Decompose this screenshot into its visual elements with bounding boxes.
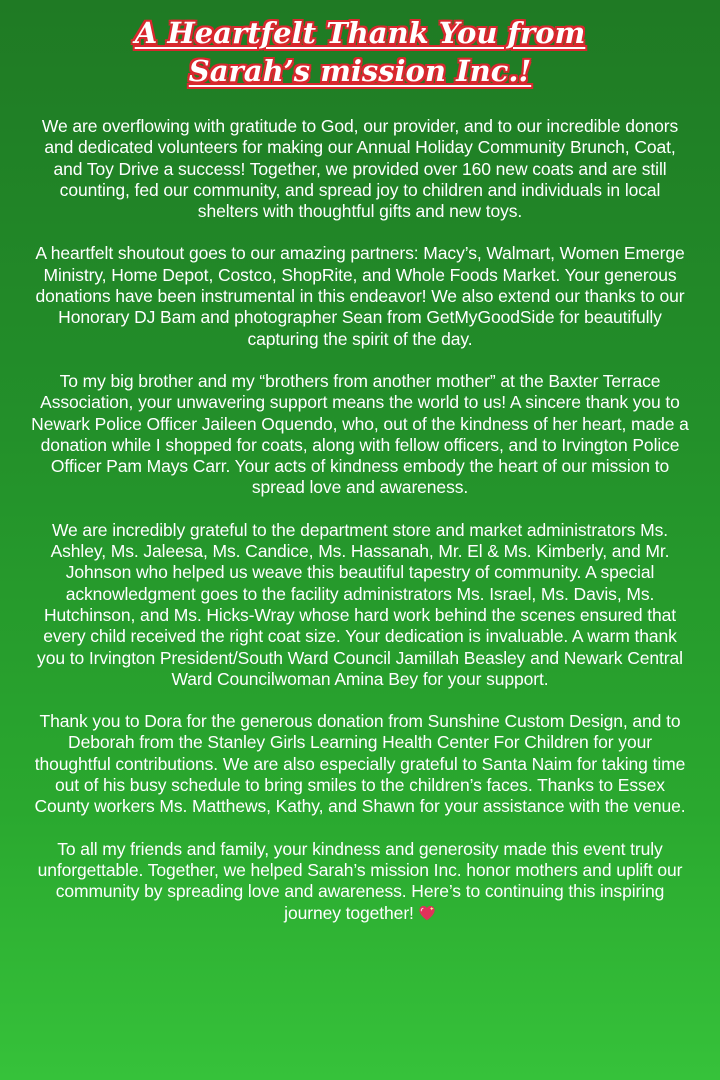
title-line-1: A Heartfelt Thank You from [134,16,586,50]
paragraph-closing [28,839,692,924]
paragraph-partners: A heartfelt shoutout goes to our amazing partners: Macy’s, Walmart, Women Emerge Ministry, Home Depot, Costco, ShopRite, and Whole Foods Market. Your generous donations have been instrumental in this endeavor! We also extend our thanks to our Honorary DJ Bam and photographer Sean from GetMyGoodSide for beautifully capturing the spirit of the day. [35,243,685,349]
paragraph-officers: To my big brother and my “brothers from another mother” at the Baxter Terrace Association, your unwavering support means the world to us! A sincere thank you to Newark Police Officer Jaileen Oquendo, who, out of the kindness of her heart, made a donation while I shopped for coats, along with fellow officers, and to Irvington Police Officer Pam Mays Carr. Your acts of kindness embody the heart of our mission to spread love and awareness. [31,370,689,498]
sparkling-heart-icon [418,905,436,921]
paragraph-contributors: Thank you to Dora for the generous donation from Sunshine Custom Design, and to Deborah from the Stanley Girls Learning Health Center For Children for your thoughtful contributions. We are also especially grateful to Santa Naim for taking time out of his busy schedule to bring smiles to the children’s faces. Thanks to Essex County workers Ms. Matthews, Kathy, and Shawn for your assistance with the venue. [34,711,686,817]
closing-text: To all my friends and family, your kindness and generosity made this event truly unforgettable. Together, we helped Sarah’s mission Inc. honor mothers and uplift our community by spreading love and awareness. Here’s to continuing this inspiring journey together! [37,838,683,923]
paragraph-administrators: We are incredibly grateful to the department store and market administrators Ms. Ashley, Ms. Jaleesa, Ms. Candice, Ms. Hassanah, Mr. El & Ms. Kimberly, and Mr. Johnson who helped us weave this beautiful tapestry of community. A special acknowledgment goes to the facility administrators Ms. Israel, Ms. Davis, Ms. Hutchinson, and Ms. Hicks-Wray whose hard work behind the scenes ensured that every child received the right coat size. Your dedication is invaluable. A warm thank you to Irvington President/South Ward Council Jamillah Beasley and Newark Central Ward Councilwoman Amina Bey for your support. [37,519,683,689]
message-body [28,116,692,924]
title-line-2: Sarah’s mission Inc.! [188,54,532,88]
paragraph-gratitude: We are overflowing with gratitude to God, our provider, and to our incredible donors and dedicated volunteers for making our Annual Holiday Community Brunch, Coat, and Toy Drive a success! Together, we provided over 160 new coats and are still counting, fed our community, and spread joy to children and individuals in local shelters with thoughtful gifts and new toys. [41,116,679,222]
page-title [28,14,692,90]
